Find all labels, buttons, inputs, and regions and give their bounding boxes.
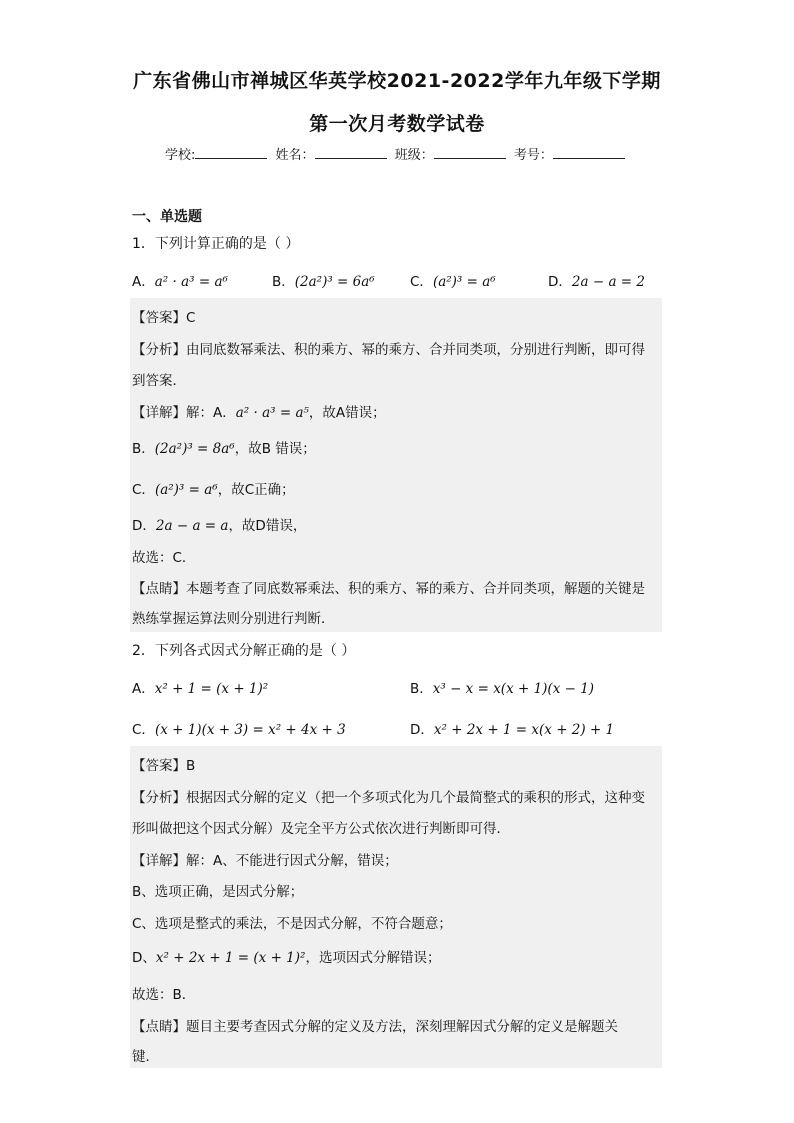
class-label: 班级： xyxy=(394,148,434,163)
name-label: 姓名： xyxy=(275,148,315,163)
name-field[interactable] xyxy=(315,145,387,159)
q1-option-b xyxy=(272,270,375,290)
q1-option-b-label: B． xyxy=(272,274,295,290)
q2-option-b-label: B． xyxy=(410,681,433,697)
q2-option-c-text: (x + 1)(x + 3) = x² + 4x + 3 xyxy=(154,722,346,738)
q1-detail-2-math: (2a²)³ = 8a⁶ xyxy=(154,441,235,457)
q1-detail-line4 xyxy=(132,514,306,534)
q1-option-c-label: C． xyxy=(410,274,433,290)
q1-detail-4-math: 2a − a = a xyxy=(155,518,229,534)
q2-analysis-line2: 形叫做把这个因式分解）及完全平方公式依次进行判断即可得． xyxy=(132,821,510,837)
student-info-row xyxy=(165,144,629,163)
q1-stem: 1．下列计算正确的是（ ） xyxy=(132,236,300,252)
q2-detail-line3: C、选项是整式的乘法，不是因式分解，不符合题意； xyxy=(132,916,452,932)
q1-detail-3-suffix: ，故C正确； xyxy=(217,482,295,498)
q1-detail-3-math: (a²)³ = a⁶ xyxy=(154,482,218,498)
q2-detail-line2: B、选项正确，是因式分解； xyxy=(132,884,304,900)
q1-comment-line2: 熟练掌握运算法则分别进行判断． xyxy=(132,611,335,627)
q2-option-b xyxy=(410,677,594,697)
q2-option-c-label: C． xyxy=(132,722,155,738)
q2-choice: 故选：B． xyxy=(132,987,196,1003)
q1-detail-2-prefix: B． xyxy=(132,441,155,457)
q2-answer: 【答案】B xyxy=(132,758,196,774)
q2-option-a-label: A． xyxy=(132,681,155,697)
q2-detail-4-math: x² + 2x + 1 = (x + 1)² xyxy=(155,950,306,966)
q2-option-d xyxy=(410,718,614,738)
q1-option-a-label: A． xyxy=(132,274,155,290)
q2-detail-4-prefix: D、 xyxy=(132,950,156,966)
q1-comment-line1: 【点睛】本题考查了同底数幂乘法、积的乘方、幂的乘方、合并同类项，解题的关键是 xyxy=(132,581,645,597)
q2-detail-line1: 【详解】解：A、不能进行因式分解，错误； xyxy=(132,853,398,869)
q1-option-b-text: (2a²)³ = 6a⁶ xyxy=(294,274,375,290)
q1-option-d-label: D． xyxy=(548,274,572,290)
q1-detail-1-math: a² · a³ = a⁵ xyxy=(235,405,309,421)
page-title-line1: 广东省佛山市禅城区华英学校2021-2022学年九年级下学期 xyxy=(133,70,661,92)
q2-stem: 2．下列各式因式分解正确的是（ ） xyxy=(132,643,356,659)
q1-answer: 【答案】C xyxy=(132,310,196,326)
q1-detail-4-prefix: D． xyxy=(132,518,156,534)
q2-analysis-line1: 【分析】根据因式分解的定义（把一个多项式化为几个最简整式的乘积的形式，这种变 xyxy=(132,790,645,806)
q1-option-a-text: a² · a³ = a⁶ xyxy=(154,274,228,290)
q2-option-d-label: D． xyxy=(410,722,434,738)
q2-option-a xyxy=(132,677,268,697)
q1-option-c xyxy=(410,270,496,290)
q1-analysis-line1: 【分析】由同底数幂乘法、积的乘方、幂的乘方、合并同类项，分别进行判断，即可得 xyxy=(132,342,645,358)
q1-detail-line1 xyxy=(132,401,386,421)
q2-comment-line1: 【点睛】题目主要考查因式分解的定义及方法，深刻理解因式分解的定义是解题关 xyxy=(132,1019,618,1035)
q2-comment-line2: 键． xyxy=(132,1049,159,1065)
q2-detail-4-suffix: ，选项因式分解错误； xyxy=(305,950,441,966)
q1-option-a xyxy=(132,270,228,290)
q1-analysis-line2: 到答案． xyxy=(132,373,186,389)
q1-option-d-text: 2a − a = 2 xyxy=(571,274,645,290)
q1-detail-4-suffix: ，故D错误， xyxy=(228,518,307,534)
exam-number-label: 考号： xyxy=(513,148,553,163)
q2-option-d-text: x² + 2x + 1 = x(x + 2) + 1 xyxy=(433,722,615,738)
exam-number-field[interactable] xyxy=(553,145,625,159)
q2-option-a-text: x² + 1 = (x + 1)² xyxy=(154,681,269,697)
q1-detail-2-suffix: ，故B 错误； xyxy=(234,441,316,457)
q1-option-d xyxy=(548,270,645,290)
q1-option-c-text: (a²)³ = a⁶ xyxy=(432,274,496,290)
class-field[interactable] xyxy=(434,145,506,159)
q2-option-b-text: x³ − x = x(x + 1)(x − 1) xyxy=(432,681,595,697)
q1-choice: 故选：C． xyxy=(132,550,196,566)
q1-detail-1-suffix: ，故A错误； xyxy=(308,405,386,421)
page-title-line2: 第一次月考数学试卷 xyxy=(309,113,485,135)
q1-detail-3-prefix: C． xyxy=(132,482,155,498)
q1-detail-line2 xyxy=(132,437,316,457)
school-field[interactable] xyxy=(195,145,267,159)
q1-detail-line3 xyxy=(132,478,295,498)
section-heading: 一、单选题 xyxy=(132,209,202,225)
q2-option-c xyxy=(132,718,346,738)
q1-detail-1-prefix: 【详解】解：A． xyxy=(132,405,236,421)
q2-detail-line4 xyxy=(132,946,440,966)
school-label: 学校: xyxy=(165,148,196,163)
